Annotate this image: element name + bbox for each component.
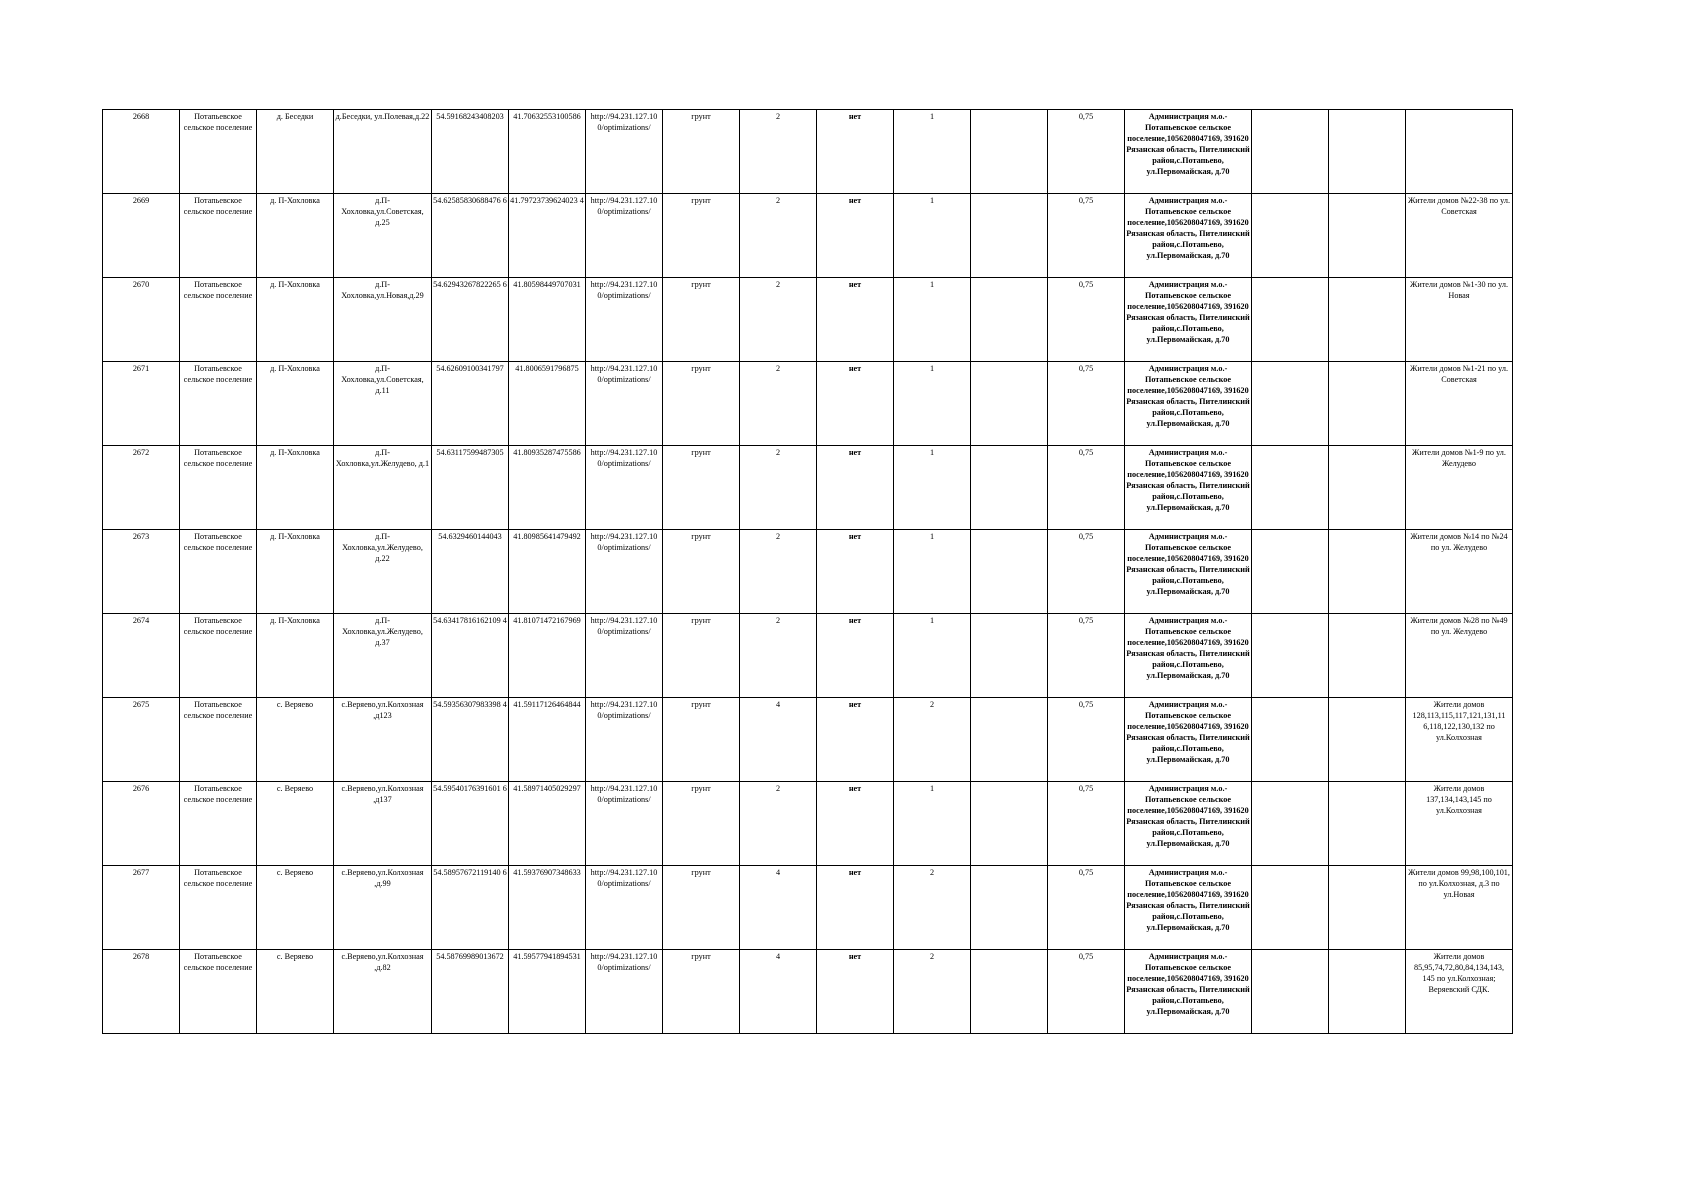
row-number-cell: 2672 [103, 446, 180, 530]
longitude-cell: 41.59577941894531 [509, 950, 586, 1034]
row-number-cell: 2668 [103, 110, 180, 194]
surface-cell: грунт [663, 614, 740, 698]
longitude-cell: 41.79723739624023 4 [509, 194, 586, 278]
volume-cell: 0,75 [1048, 782, 1125, 866]
latitude-cell: 54.62609100341797 [432, 362, 509, 446]
fence-cell: нет [817, 194, 894, 278]
locality-cell: д. П-Хохловка [257, 446, 334, 530]
settlement-cell: Потапьевское сельское поселение [180, 446, 257, 530]
locality-cell: д. П-Хохловка [257, 614, 334, 698]
settlement-cell: Потапьевское сельское поселение [180, 782, 257, 866]
container-count-cell: 1 [894, 110, 971, 194]
longitude-cell: 41.8006591796875 [509, 362, 586, 446]
area-cell: 2 [740, 194, 817, 278]
url-cell: http://94.231.127.10 0/optimizations/ [586, 698, 663, 782]
fence-cell: нет [817, 446, 894, 530]
empty-cell [971, 446, 1048, 530]
registry-table [102, 109, 1513, 1034]
locality-cell: д. П-Хохловка [257, 194, 334, 278]
empty-cell [971, 866, 1048, 950]
empty-cell [971, 530, 1048, 614]
longitude-cell: 41.80598449707031 [509, 278, 586, 362]
fence-cell: нет [817, 110, 894, 194]
owner-cell: Администрация м.о.- Потапьевское сельское поселение,1056208047169, 391620 Рязанская область, Пителинский район,с.Потапьево, ул.Первомайская, д.70 [1125, 782, 1252, 866]
row-number-cell: 2670 [103, 278, 180, 362]
residents-cell: Жители домов №1-21 по ул. Советская [1406, 362, 1513, 446]
empty-cell [1252, 782, 1329, 866]
residents-cell: Жители домов №28 по №49 по ул. Желудево [1406, 614, 1513, 698]
row-number-cell: 2677 [103, 866, 180, 950]
address-cell: д.П-Хохловка,ул.Советская, д.25 [334, 194, 432, 278]
empty-cell [1329, 194, 1406, 278]
fence-cell: нет [817, 530, 894, 614]
empty-cell [1252, 950, 1329, 1034]
latitude-cell: 54.59356307983398 4 [432, 698, 509, 782]
container-count-cell: 1 [894, 614, 971, 698]
owner-cell: Администрация м.о.- Потапьевское сельское поселение,1056208047169, 391620 Рязанская область, Пителинский район,с.Потапьево, ул.Первомайская, д.70 [1125, 866, 1252, 950]
volume-cell: 0,75 [1048, 362, 1125, 446]
settlement-cell: Потапьевское сельское поселение [180, 278, 257, 362]
table-row [103, 950, 1513, 1034]
container-count-cell: 1 [894, 530, 971, 614]
empty-cell [1329, 362, 1406, 446]
container-count-cell: 2 [894, 866, 971, 950]
empty-cell [1252, 446, 1329, 530]
owner-cell: Администрация м.о.- Потапьевское сельское поселение,1056208047169, 391620 Рязанская область, Пителинский район,с.Потапьево, ул.Первомайская, д.70 [1125, 950, 1252, 1034]
address-cell: с.Веряево,ул.Колхозная ,д137 [334, 782, 432, 866]
table-row [103, 278, 1513, 362]
url-cell: http://94.231.127.10 0/optimizations/ [586, 362, 663, 446]
longitude-cell: 41.70632553100586 [509, 110, 586, 194]
table-row [103, 782, 1513, 866]
container-count-cell: 1 [894, 446, 971, 530]
surface-cell: грунт [663, 194, 740, 278]
owner-cell: Администрация м.о.- Потапьевское сельское поселение,1056208047169, 391620 Рязанская область, Пителинский район,с.Потапьево, ул.Первомайская, д.70 [1125, 614, 1252, 698]
surface-cell: грунт [663, 446, 740, 530]
row-number-cell: 2678 [103, 950, 180, 1034]
volume-cell: 0,75 [1048, 866, 1125, 950]
longitude-cell: 41.58971405029297 [509, 782, 586, 866]
area-cell: 2 [740, 614, 817, 698]
owner-cell: Администрация м.о.- Потапьевское сельское поселение,1056208047169, 391620 Рязанская область, Пителинский район,с.Потапьево, ул.Первомайская, д.70 [1125, 362, 1252, 446]
table-row [103, 110, 1513, 194]
address-cell: с.Веряево,ул.Колхозная ,д123 [334, 698, 432, 782]
surface-cell: грунт [663, 110, 740, 194]
address-cell: д.П-Хохловка,ул.Желудево, д.22 [334, 530, 432, 614]
residents-cell: Жители домов №14 по №24 по ул. Желудево [1406, 530, 1513, 614]
address-cell: д.П-Хохловка,ул.Желудево, д.37 [334, 614, 432, 698]
settlement-cell: Потапьевское сельское поселение [180, 698, 257, 782]
locality-cell: д. Беседки [257, 110, 334, 194]
owner-cell: Администрация м.о.- Потапьевское сельское поселение,1056208047169, 391620 Рязанская область, Пителинский район,с.Потапьево, ул.Первомайская, д.70 [1125, 278, 1252, 362]
table-row [103, 698, 1513, 782]
empty-cell [1252, 698, 1329, 782]
owner-cell: Администрация м.о.- Потапьевское сельское поселение,1056208047169, 391620 Рязанская область, Пителинский район,с.Потапьево, ул.Первомайская, д.70 [1125, 698, 1252, 782]
empty-cell [1252, 194, 1329, 278]
table-row [103, 614, 1513, 698]
empty-cell [1329, 614, 1406, 698]
empty-cell [1252, 278, 1329, 362]
area-cell: 4 [740, 866, 817, 950]
area-cell: 2 [740, 446, 817, 530]
empty-cell [1252, 362, 1329, 446]
row-number-cell: 2673 [103, 530, 180, 614]
area-cell: 2 [740, 278, 817, 362]
fence-cell: нет [817, 362, 894, 446]
empty-cell [1329, 698, 1406, 782]
url-cell: http://94.231.127.10 0/optimizations/ [586, 530, 663, 614]
empty-cell [971, 278, 1048, 362]
row-number-cell: 2674 [103, 614, 180, 698]
url-cell: http://94.231.127.10 0/optimizations/ [586, 110, 663, 194]
area-cell: 2 [740, 110, 817, 194]
table-row [103, 866, 1513, 950]
latitude-cell: 54.62943267822265 6 [432, 278, 509, 362]
empty-cell [971, 362, 1048, 446]
volume-cell: 0,75 [1048, 194, 1125, 278]
url-cell: http://94.231.127.10 0/optimizations/ [586, 194, 663, 278]
surface-cell: грунт [663, 530, 740, 614]
url-cell: http://94.231.127.10 0/optimizations/ [586, 278, 663, 362]
empty-cell [1329, 782, 1406, 866]
volume-cell: 0,75 [1048, 614, 1125, 698]
surface-cell: грунт [663, 866, 740, 950]
locality-cell: д. П-Хохловка [257, 530, 334, 614]
settlement-cell: Потапьевское сельское поселение [180, 950, 257, 1034]
settlement-cell: Потапьевское сельское поселение [180, 530, 257, 614]
locality-cell: д. П-Хохловка [257, 362, 334, 446]
table-row [103, 362, 1513, 446]
fence-cell: нет [817, 698, 894, 782]
latitude-cell: 54.62585830688476 6 [432, 194, 509, 278]
area-cell: 4 [740, 950, 817, 1034]
residents-cell: Жители домов №22-38 по ул. Советская [1406, 194, 1513, 278]
locality-cell: д. П-Хохловка [257, 278, 334, 362]
empty-cell [1329, 950, 1406, 1034]
volume-cell: 0,75 [1048, 530, 1125, 614]
container-count-cell: 1 [894, 782, 971, 866]
container-count-cell: 2 [894, 950, 971, 1034]
fence-cell: нет [817, 950, 894, 1034]
empty-cell [971, 110, 1048, 194]
address-cell: д.П-Хохловка,ул.Желудево, д.1 [334, 446, 432, 530]
owner-cell: Администрация м.о.- Потапьевское сельское поселение,1056208047169, 391620 Рязанская область, Пителинский район,с.Потапьево, ул.Первомайская, д.70 [1125, 530, 1252, 614]
latitude-cell: 54.63117599487305 [432, 446, 509, 530]
residents-cell: Жители домов №1-30 по ул. Новая [1406, 278, 1513, 362]
residents-cell: Жители домов 99,98,100,101, по ул.Колхозная, д.3 по ул.Новая [1406, 866, 1513, 950]
latitude-cell: 54.6329460144043 [432, 530, 509, 614]
surface-cell: грунт [663, 782, 740, 866]
url-cell: http://94.231.127.10 0/optimizations/ [586, 614, 663, 698]
owner-cell: Администрация м.о.- Потапьевское сельское поселение,1056208047169, 391620 Рязанская область, Пителинский район,с.Потапьево, ул.Первомайская, д.70 [1125, 446, 1252, 530]
residents-cell: Жители домов 137,134,143,145 по ул.Колхозная [1406, 782, 1513, 866]
latitude-cell: 54.58957672119140 6 [432, 866, 509, 950]
empty-cell [1329, 446, 1406, 530]
longitude-cell: 41.80935287475586 [509, 446, 586, 530]
empty-cell [1329, 110, 1406, 194]
row-number-cell: 2675 [103, 698, 180, 782]
address-cell: с.Веряево,ул.Колхозная ,д.82 [334, 950, 432, 1034]
url-cell: http://94.231.127.10 0/optimizations/ [586, 866, 663, 950]
empty-cell [1252, 614, 1329, 698]
surface-cell: грунт [663, 362, 740, 446]
row-number-cell: 2669 [103, 194, 180, 278]
container-count-cell: 2 [894, 698, 971, 782]
volume-cell: 0,75 [1048, 278, 1125, 362]
url-cell: http://94.231.127.10 0/optimizations/ [586, 782, 663, 866]
volume-cell: 0,75 [1048, 446, 1125, 530]
owner-cell: Администрация м.о.- Потапьевское сельское поселение,1056208047169, 391620 Рязанская область, Пителинский район,с.Потапьево, ул.Первомайская, д.70 [1125, 194, 1252, 278]
settlement-cell: Потапьевское сельское поселение [180, 614, 257, 698]
owner-cell: Администрация м.о.- Потапьевское сельское поселение,1056208047169, 391620 Рязанская область, Пителинский район,с.Потапьево, ул.Первомайская, д.70 [1125, 110, 1252, 194]
empty-cell [971, 194, 1048, 278]
latitude-cell: 54.63417816162109 4 [432, 614, 509, 698]
container-count-cell: 1 [894, 278, 971, 362]
area-cell: 2 [740, 782, 817, 866]
volume-cell: 0,75 [1048, 698, 1125, 782]
row-number-cell: 2671 [103, 362, 180, 446]
empty-cell [1329, 866, 1406, 950]
empty-cell [1329, 530, 1406, 614]
settlement-cell: Потапьевское сельское поселение [180, 110, 257, 194]
surface-cell: грунт [663, 950, 740, 1034]
surface-cell: грунт [663, 698, 740, 782]
residents-cell [1406, 110, 1513, 194]
latitude-cell: 54.59168243408203 [432, 110, 509, 194]
fence-cell: нет [817, 866, 894, 950]
residents-cell: Жители домов №1-9 по ул. Желудево [1406, 446, 1513, 530]
address-cell: д.П-Хохловка,ул.Советская, д.11 [334, 362, 432, 446]
address-cell: с.Веряево,ул.Колхозная ,д.99 [334, 866, 432, 950]
empty-cell [1252, 866, 1329, 950]
settlement-cell: Потапьевское сельское поселение [180, 866, 257, 950]
fence-cell: нет [817, 278, 894, 362]
longitude-cell: 41.80985641479492 [509, 530, 586, 614]
volume-cell: 0,75 [1048, 950, 1125, 1034]
settlement-cell: Потапьевское сельское поселение [180, 362, 257, 446]
empty-cell [971, 782, 1048, 866]
table-row [103, 194, 1513, 278]
fence-cell: нет [817, 782, 894, 866]
table-body [103, 110, 1513, 1034]
address-cell: д.П-Хохловка,ул.Новая,д.29 [334, 278, 432, 362]
empty-cell [971, 950, 1048, 1034]
url-cell: http://94.231.127.10 0/optimizations/ [586, 446, 663, 530]
latitude-cell: 54.58769989013672 [432, 950, 509, 1034]
area-cell: 2 [740, 530, 817, 614]
area-cell: 2 [740, 362, 817, 446]
volume-cell: 0,75 [1048, 110, 1125, 194]
locality-cell: с. Веряево [257, 782, 334, 866]
residents-cell: Жители домов 128,113,115,117,121,131,11 6,118,122,130,132 по ул.Колхозная [1406, 698, 1513, 782]
longitude-cell: 41.59117126464844 [509, 698, 586, 782]
locality-cell: с. Веряево [257, 866, 334, 950]
empty-cell [1252, 530, 1329, 614]
container-count-cell: 1 [894, 362, 971, 446]
fence-cell: нет [817, 614, 894, 698]
surface-cell: грунт [663, 278, 740, 362]
table-row [103, 530, 1513, 614]
row-number-cell: 2676 [103, 782, 180, 866]
settlement-cell: Потапьевское сельское поселение [180, 194, 257, 278]
residents-cell: Жители домов 85,95,74,72,80,84,134,143, 145 по ул.Колхозная; Веряевский СДК. [1406, 950, 1513, 1034]
container-count-cell: 1 [894, 194, 971, 278]
empty-cell [1252, 110, 1329, 194]
area-cell: 4 [740, 698, 817, 782]
address-cell: д.Беседки, ул.Полевая,д.22 [334, 110, 432, 194]
longitude-cell: 41.81071472167969 [509, 614, 586, 698]
url-cell: http://94.231.127.10 0/optimizations/ [586, 950, 663, 1034]
table-row [103, 446, 1513, 530]
latitude-cell: 54.59540176391601 6 [432, 782, 509, 866]
locality-cell: с. Веряево [257, 698, 334, 782]
empty-cell [1329, 278, 1406, 362]
empty-cell [971, 698, 1048, 782]
locality-cell: с. Веряево [257, 950, 334, 1034]
empty-cell [971, 614, 1048, 698]
longitude-cell: 41.59376907348633 [509, 866, 586, 950]
